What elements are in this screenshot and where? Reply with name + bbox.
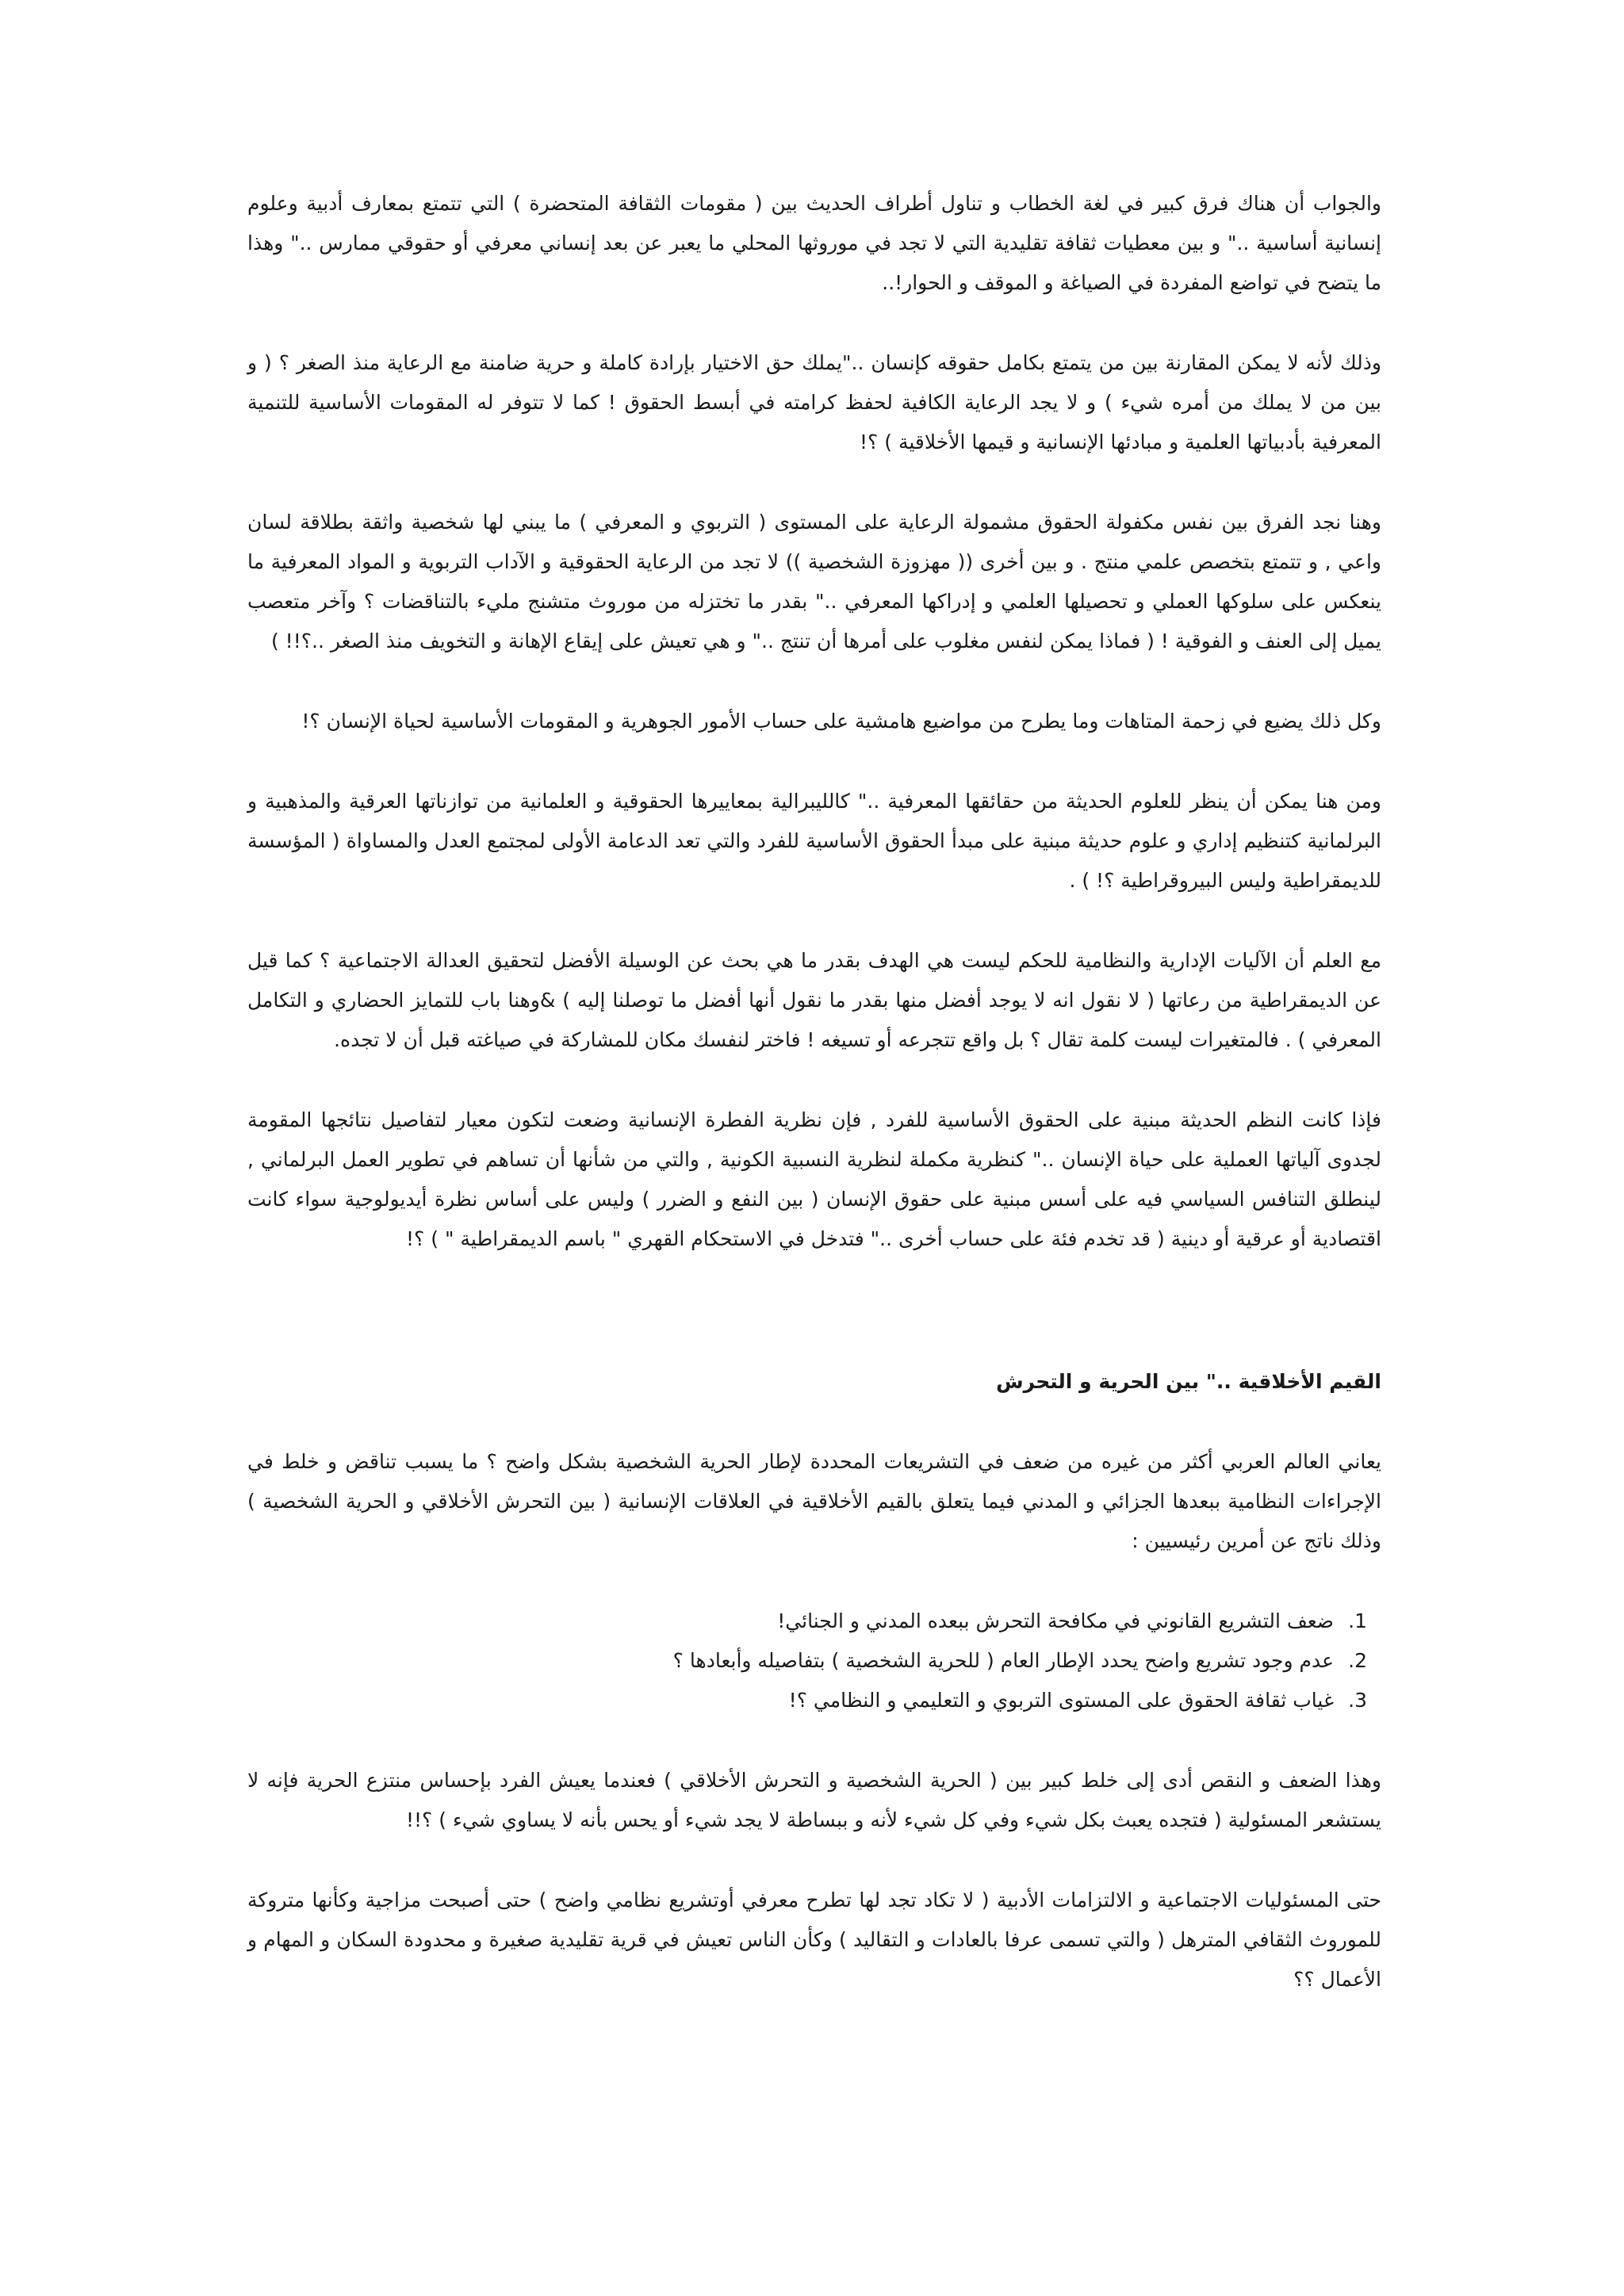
paragraph-1: والجواب أن هناك فرق كبير في لغة الخطاب و تناول أطراف الحديث بين ( مقومات الثقافة المتحضرة ) التي تتمتع بمعارف أدبية وعلوم إنسانية أساسية .." و بين معطيات ثقافة تقليدية التي لا تجد في موروثها المحلي ما يعبر عن بعد إنساني معرفي أو حقوقي ممارس .." وهذا ما يتضح في تواضع المفردة في الصياغة و الموقف و الحوار!.. [247,192,1381,294]
paragraph-6: مع العلم أن الآليات الإدارية والنظامية للحكم ليست هي الهدف بقدر ما هي بحث عن الوسيلة الأفضل لتحقيق العدالة الاجتماعية ؟ كما قيل عن الديمقراطية من رعاتها ( لا نقول انه لا يوجد أفضل منها بقدر ما نقول أنها أفضل ما توصلنا إليه ) &وهنا باب للتمايز الحضاري و التكامل المعرفي ) . فالمتغيرات ليست كلمة تقال ؟ بل واقع تتجرعه أو تسيغه ! فاختر لنفسك مكان للمشاركة في صياغته قبل أن لا تجده. [247,949,1381,1051]
document-body [247,184,1381,2040]
list-item-number: 3. [1348,1689,1367,1712]
closing-paragraph-1: وهذا الضعف و النقص أدى إلى خلط كبير بين ( الحرية الشخصية و التحرش الأخلاقي ) فعندما يعيش الفرد بإحساس منتزع الحرية فإنه لا يستشعر المسئولية ( فتجده يعبث بكل شيء وفي كل شيء لأنه و ببساطة لا يجد شيء أو يحس بأنه لا يساوي شيء ) ؟!! [247,1769,1381,1831]
closing-paragraph-2: حتى المسئوليات الاجتماعية و الالتزامات الأدبية ( لا تكاد تجد لها تطرح معرفي أوتشريع نظامي واضح ) حتى أصبحت مزاجية وكأنها متروكة للموروث الثقافي المترهل ( والتي تسمى عرفا بالعادات و التقاليد ) وكأن الناس تعيش في قرية تقليدية صغيرة و محدودة السكان و المهام و الأعمال ؟؟ [247,1888,1381,1991]
list-item [247,1601,1381,1641]
paragraph-7: فإذا كانت النظم الحديثة مبنية على الحقوق الأساسية للفرد , فإن نظرية الفطرة الإنسانية وضعت لتكون معيار لتفاصيل نتائجها المقومة لجدوى آلياتها العملية على حياة الإنسان .." كنظرية مكملة لنظرية النسبية الكونية , والتي من شأنها أن تساهم في تطوير العمل البرلماني , لينطلق التنافس السياسي فيه على أسس مبنية على حقوق الإنسان ( بين النفع و الضرر ) وليس على أساس نظرة أيديولوجية سواء كانت اقتصادية أو عرقية أو دينية ( قد تخدم فئة على حساب أخرى .." فتدخل في الاستحكام القهري " باسم الديمقراطية " ) ؟! [247,1108,1381,1250]
list-item-text: غياب ثقافة الحقوق على المستوى التربوي و التعليمي و النظامي ؟! [788,1689,1335,1712]
paragraph-2: وذلك لأنه لا يمكن المقارنة بين من يتمتع بكامل حقوقه كإنسان .."يملك حق الاختيار بإرادة كاملة و حرية ضامنة مع الرعاية منذ الصغر ؟ ( و بين من لا يملك من أمره شيء ) و لا يجد الرعاية الكافية لحفظ كرامته في أبسط الحقوق ! كما لا تتوفر له المقومات الأساسية للتنمية المعرفية بأدبياتها العلمية و مبادئها الإنسانية و قيمها الأخلاقية ) ؟! [247,351,1381,453]
list-item-number: 1. [1348,1609,1367,1632]
list-item [247,1641,1381,1681]
list-item-text: عدم وجود تشريع واضح يحدد الإطار العام ( للحرية الشخصية ) بتفاصيله وأبعادها ؟ [672,1649,1335,1672]
numbered-list [247,1601,1381,1720]
paragraph-3: وهنا نجد الفرق بين نفس مكفولة الحقوق مشمولة الرعاية على المستوى ( التربوي و المعرفي ) ما يبني لها شخصية واثقة بطلاقة لسان واعي , و تتمتع بتخصص علمي منتج . و بين أخرى (( مهزوزة الشخصية )) لا تجد من الرعاية الحقوقية و الآداب التربوية و المواد المعرفية ما ينعكس على سلوكها العملي و تحصيلها العلمي و إدراكها المعرفي .." بقدر ما تختزله من موروث متشنج مليء بالتناقضات ؟ وآخر متعصب يميل إلى العنف و الفوقية ! ( فماذا يمكن لنفس مغلوب على أمرها أن تنتج .." و هي تعيش على إيقاع الإهانة و التخويف منذ الصغر ..؟!! ) [247,511,1381,652]
list-item [247,1681,1381,1720]
paragraph-4: وكل ذلك يضيع في زحمة المتاهات وما يطرح من مواضيع هامشية على حساب الأمور الجوهرية و المقومات الأساسية لحياة الإنسان ؟! [301,710,1381,733]
list-item-text: ضعف التشريع القانوني في مكافحة التحرش ببعده المدني و الجنائي! [777,1609,1335,1632]
list-item-number: 2. [1348,1649,1367,1672]
paragraph-5: ومن هنا يمكن أن ينظر للعلوم الحديثة من حقائقها المعرفية .." كالليبرالية بمعاييرها الحقوقية و العلمانية من توازناتها العرقية والمذهبية و البرلمانية كتنظيم إداري و علوم حديثة مبنية على مبدأ الحقوق الأساسية للفرد والتي تعد الدعامة الأولى لمجتمع العدل والمساواة ( المؤسسة للديمقراطية وليس البيروقراطية ؟! ) . [247,790,1381,892]
section-title: القيم الأخلاقية .." بين الحرية و التحرش [996,1370,1381,1393]
section-intro: يعاني العالم العربي أكثر من غيره من ضعف في التشريعات المحددة لإطار الحرية الشخصية بشكل واضح ؟ ما يسبب تناقض و خلط في الإجراءات النظامية ببعدها الجزائي و المدني فيما يتعلق بالقيم الأخلاقية في العلاقات الإنسانية ( بين التحرش الأخلاقي و الحرية الشخصية ) وذلك ناتج عن أمرين رئيسيين : [247,1450,1381,1552]
